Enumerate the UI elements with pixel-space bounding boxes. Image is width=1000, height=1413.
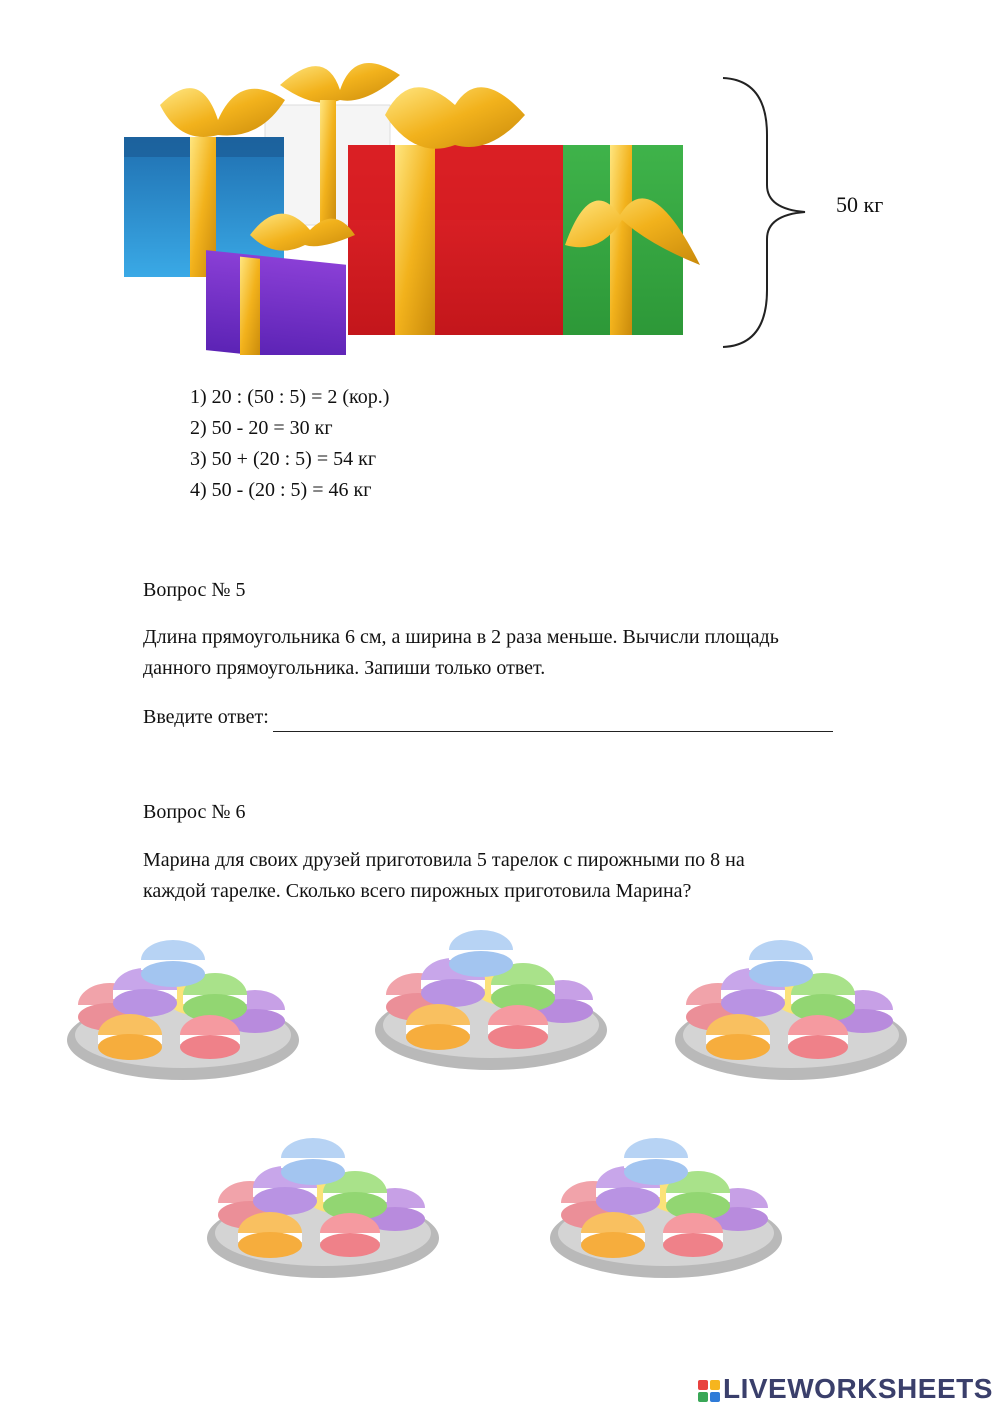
macaron-plate-4 <box>205 1133 445 1283</box>
answer-row <box>143 702 833 732</box>
question-5-text-line1: Длина прямоугольника 6 см, а ширина в 2 раза меньше. Вычисли площадь <box>143 626 779 648</box>
question-5-title: Вопрос № 5 <box>143 579 246 601</box>
answer-label: Введите ответ: <box>143 706 269 728</box>
logo-mark-icon <box>698 1380 720 1402</box>
liveworksheets-logo <box>698 1373 993 1405</box>
question-6-text-line2: каждой тарелке. Сколько всего пирожных приготовила Марина? <box>143 880 692 902</box>
option-1[interactable]: 1) 20 : (50 : 5) = 2 (кор.) <box>190 386 390 408</box>
logo-text: LIVEWORKSHEETS <box>723 1373 993 1404</box>
question-5-text-line2: данного прямоугольника. Запиши только ответ. <box>143 657 546 679</box>
macaron-plate-3 <box>673 935 913 1085</box>
macaron-plate-1 <box>65 935 305 1085</box>
answer-options <box>190 386 590 516</box>
answer-input[interactable] <box>273 709 833 732</box>
question-6-title: Вопрос № 6 <box>143 801 246 823</box>
total-weight-label: 50 кг <box>836 192 884 217</box>
gift-boxes-illustration <box>110 45 710 355</box>
option-2[interactable]: 2) 50 - 20 = 30 кг <box>190 417 333 439</box>
macaron-plate-5 <box>548 1133 788 1283</box>
macaron-plate-2 <box>373 925 613 1075</box>
right-curly-brace-icon <box>715 75 825 350</box>
option-4[interactable]: 4) 50 - (20 : 5) = 46 кг <box>190 479 372 501</box>
option-3[interactable]: 3) 50 + (20 : 5) = 54 кг <box>190 448 377 470</box>
question-6-text-line1: Марина для своих друзей приготовила 5 тарелок с пирожными по 8 на <box>143 849 745 871</box>
